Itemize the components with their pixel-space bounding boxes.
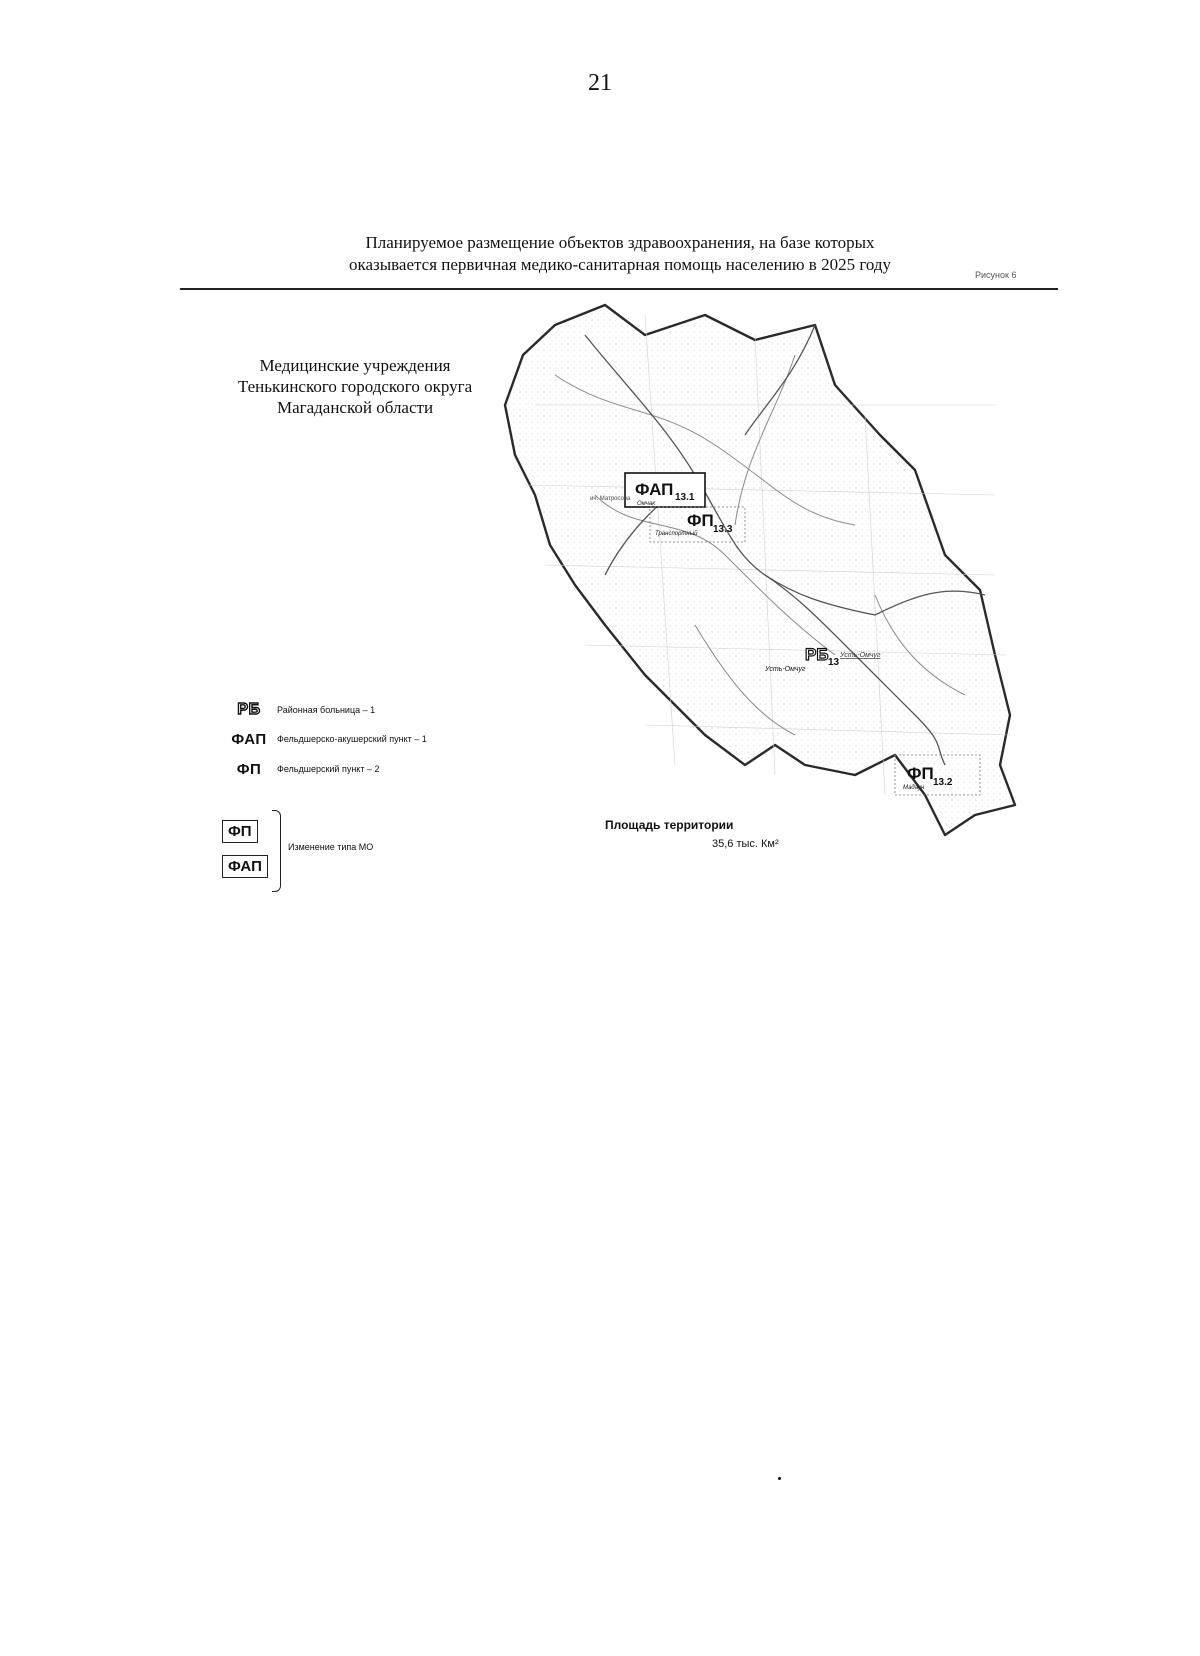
legend-item-fap	[225, 730, 427, 748]
figure-label: Рисунок 6	[975, 270, 1017, 280]
marker-number: 13.3	[713, 524, 733, 535]
legend-item-rb	[225, 701, 375, 719]
map-subtitle	[195, 355, 515, 418]
marker-number: 13	[828, 657, 840, 668]
district-map	[495, 295, 1035, 855]
marker-settlement: Транспортный	[655, 531, 698, 537]
marker-type: ФАП	[635, 480, 674, 499]
type-change-from: ФП	[222, 820, 258, 843]
marker-settlement: Усть-Омчуг	[840, 652, 881, 659]
scan-speck	[778, 1477, 781, 1480]
legend-item-fp	[225, 760, 379, 778]
legend-text: Районная больница – 1	[277, 705, 376, 715]
subtitle-line-3: Магаданской области	[276, 398, 434, 417]
place-label: Усть-Омчуг	[765, 666, 806, 673]
marker-number: 13.2	[933, 777, 953, 788]
marker-type: ФП	[907, 764, 934, 783]
page-number: 21	[588, 70, 612, 96]
subtitle-line-2: Тенькинского городского округа	[237, 377, 473, 396]
area-title: Площадь территории	[605, 818, 734, 832]
legend-symbol: РБ	[237, 701, 261, 718]
page-title	[300, 232, 940, 276]
marker-settlement: Мадаун	[903, 785, 925, 791]
legend-text: Фельдшерско-акушерский пункт – 1	[277, 734, 427, 744]
type-change-text: Изменение типа МО	[288, 842, 374, 852]
title-line-2: оказывается первичная медико-санитарная помощь населению в 2025 году	[348, 255, 892, 274]
marker-number: 13.1	[675, 492, 695, 503]
marker-type: ФП	[687, 511, 714, 530]
legend-symbol: ФАП	[231, 730, 267, 748]
legend-text: Фельдшерский пункт – 2	[277, 764, 380, 774]
place-label: ич. Матросова	[590, 496, 631, 502]
title-divider	[180, 288, 1058, 290]
type-change-bracket	[272, 810, 281, 892]
area-value: 35,6 тыс. Км²	[712, 838, 779, 850]
marker-type: РБ	[805, 645, 829, 664]
marker-settlement: Омчак	[637, 501, 656, 507]
title-line-1: Планируемое размещение объектов здравоохранения, на базе которых	[365, 233, 875, 252]
legend-symbol: ФП	[236, 760, 262, 778]
subtitle-line-1: Медицинские учреждения	[259, 356, 451, 375]
type-change-to: ФАП	[222, 855, 268, 878]
